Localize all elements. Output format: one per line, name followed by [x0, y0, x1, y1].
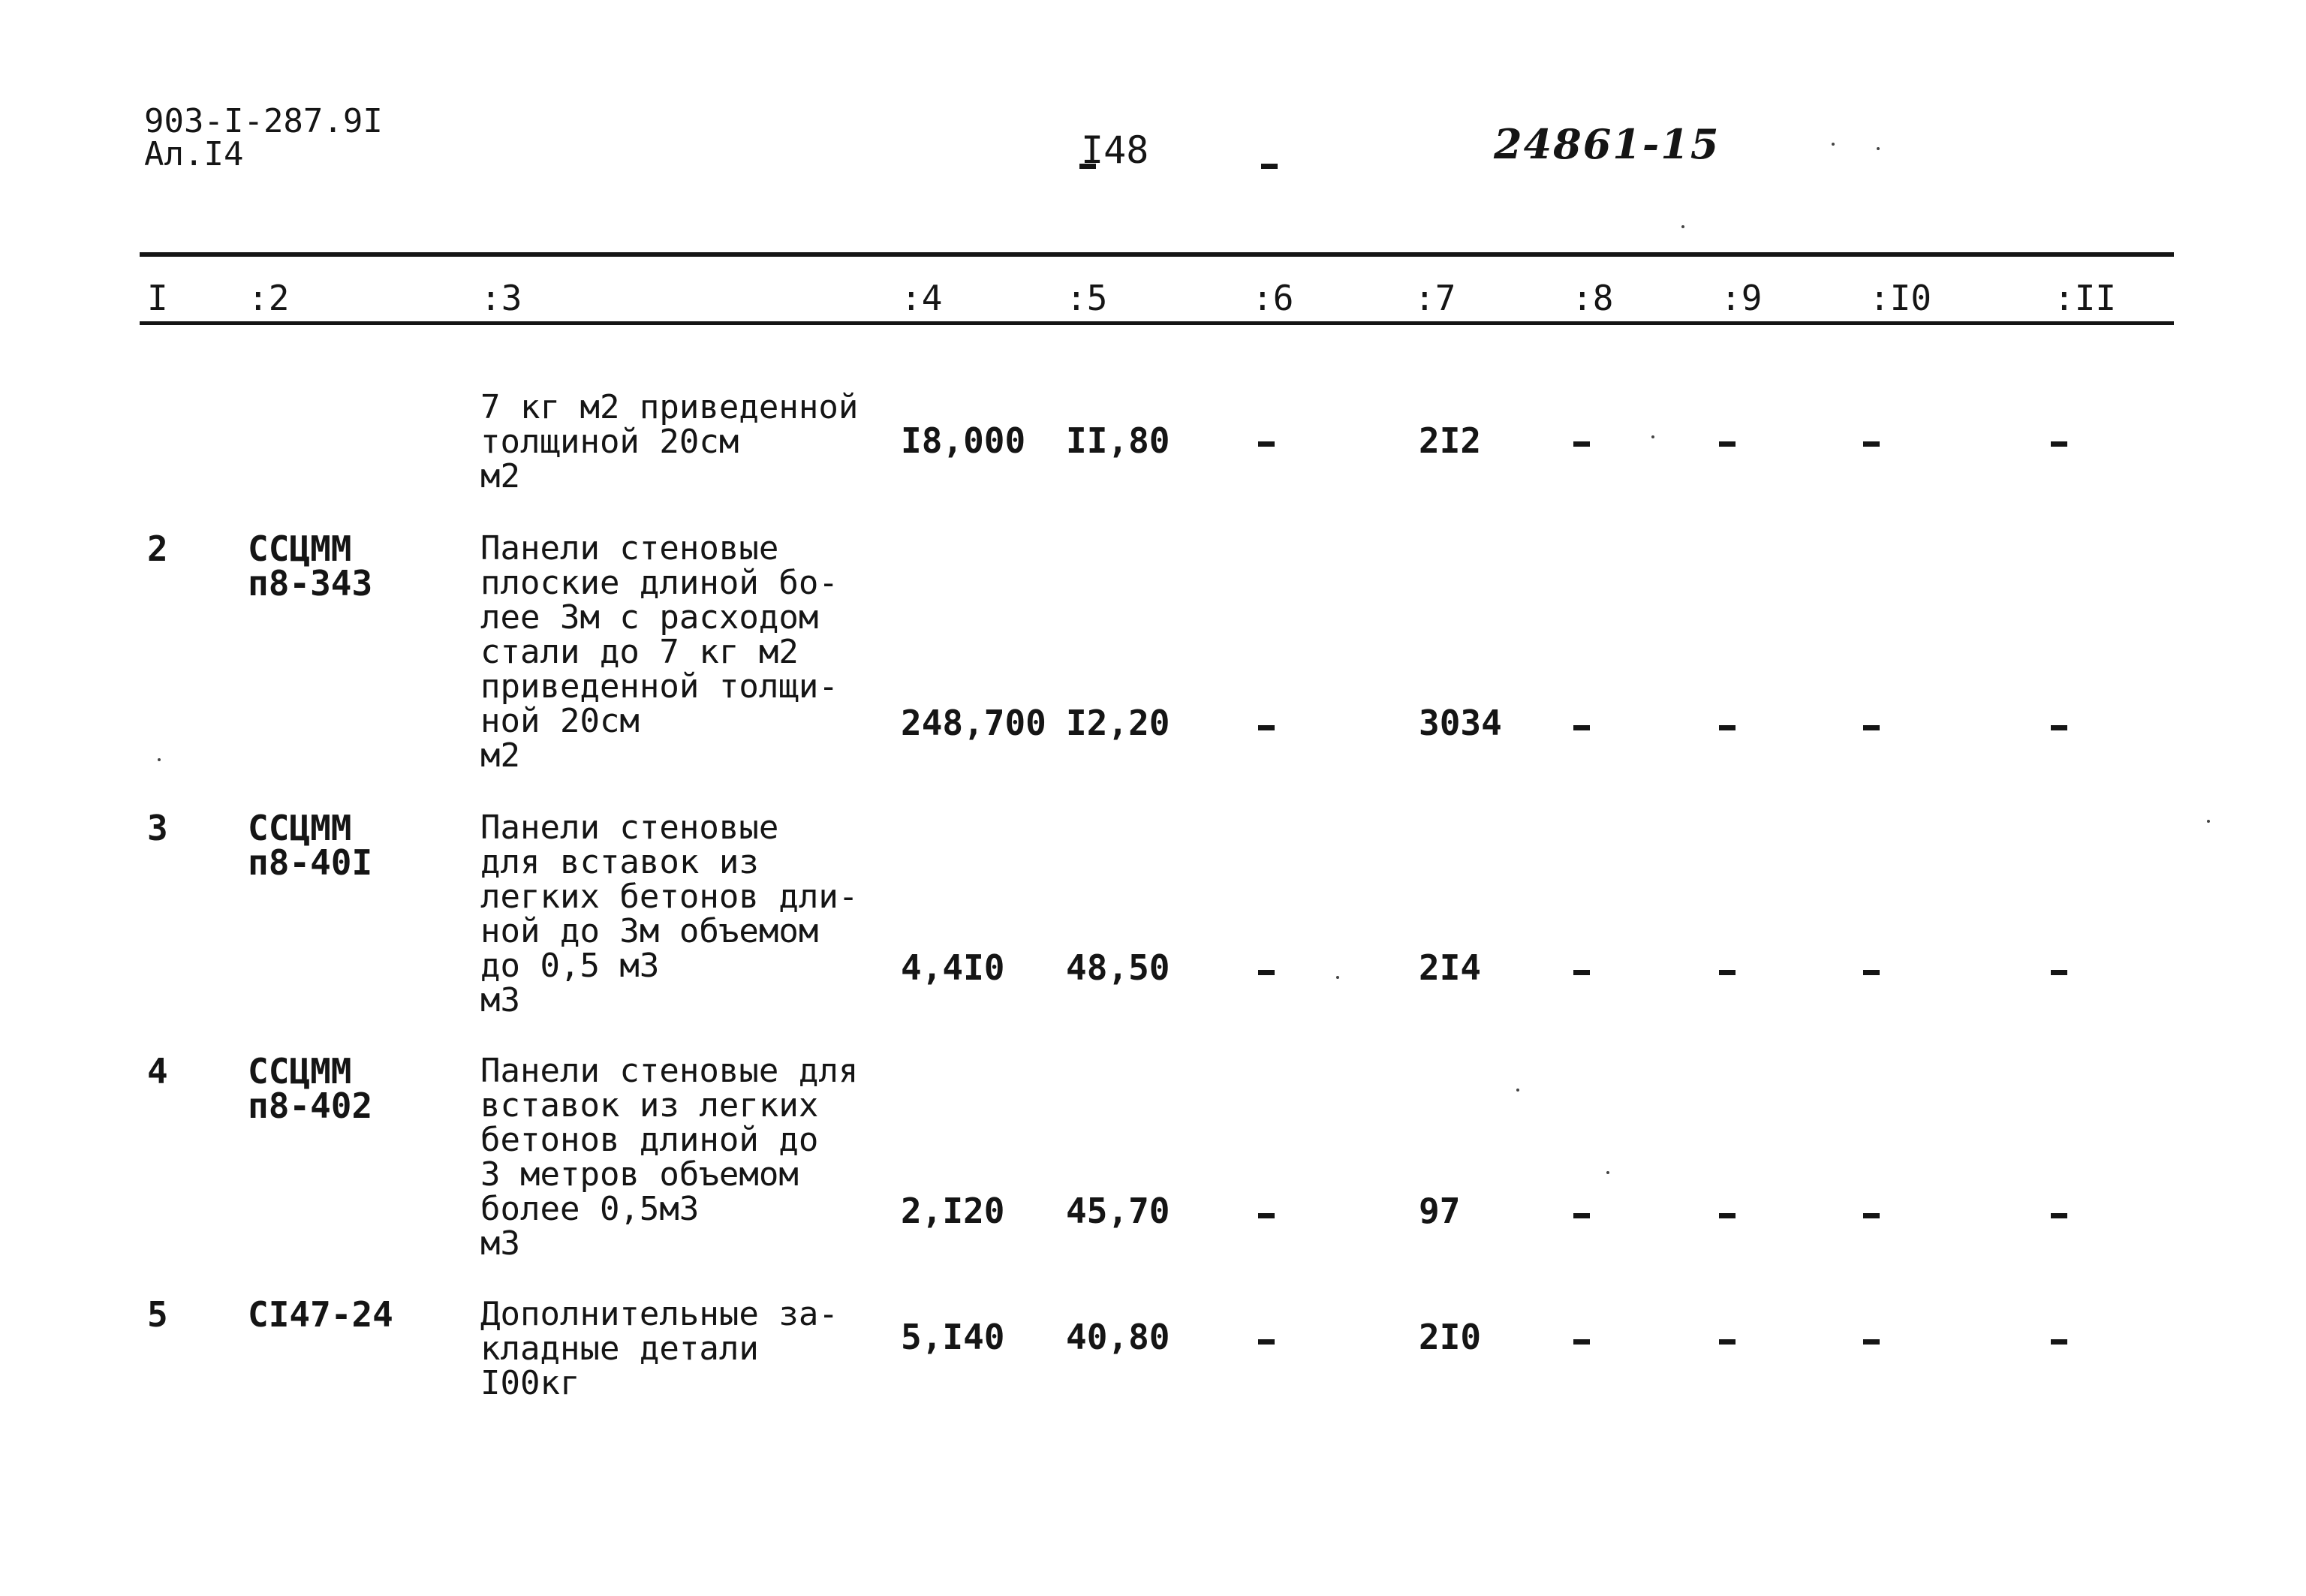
row-col11-dash: [2051, 970, 2067, 975]
row-col6-dash: [1258, 1339, 1275, 1345]
row-col10-dash: [1863, 441, 1880, 447]
row-col11-dash: [2051, 1213, 2067, 1218]
row-col4-value: 2,I20: [901, 1191, 1005, 1231]
row-description: Панели стеновые для вставок из легких бетонов длиной до 3 метров объемом более 0,5м3 м3: [480, 1052, 859, 1263]
inventory-number: 24861-15: [1494, 120, 1720, 168]
row-col11-dash: [2051, 725, 2067, 730]
doc-code-line1: 903-I-287.9I: [144, 102, 383, 140]
row-col7-value: 2I4: [1419, 947, 1482, 988]
column-header-10: :I0: [1869, 278, 1932, 318]
scan-speck: [1681, 225, 1684, 228]
row-col8-dash: [1573, 441, 1590, 447]
scan-speck: [2207, 820, 2210, 823]
column-header-5: :5: [1066, 278, 1108, 318]
row-col6-dash: [1258, 441, 1275, 447]
row-col8-dash: [1573, 1339, 1590, 1345]
page-number: I48: [1081, 128, 1149, 172]
row-col9-dash: [1719, 725, 1736, 730]
row-col6-dash: [1258, 1213, 1275, 1218]
row-col7-value: 97: [1419, 1191, 1461, 1231]
row-col7-value: 2I0: [1419, 1317, 1482, 1357]
scan-speck: [1606, 1171, 1609, 1174]
column-header-8: :8: [1572, 278, 1614, 318]
row-col6-dash: [1258, 725, 1275, 730]
row-col5-value: I2,20: [1066, 703, 1170, 743]
row-code: ССЦММ п8-40I: [248, 808, 373, 883]
column-header-9: :9: [1720, 278, 1763, 318]
row-description: Панели стеновые для вставок из легких бетонов дли- ной до 3м объемом до 0,5 м3 м3: [480, 809, 859, 1019]
row-col9-dash: [1719, 970, 1736, 975]
row-col7-value: 2I2: [1419, 420, 1482, 461]
row-code: CI47-24: [248, 1294, 393, 1335]
column-header-2: :2: [248, 278, 290, 318]
row-col4-value: I8,000: [901, 420, 1026, 461]
row-col6-dash: [1258, 970, 1275, 975]
row-col4-value: 5,I40: [901, 1317, 1005, 1357]
row-col4-value: 4,4I0: [901, 947, 1005, 988]
table-top-rule: [140, 252, 2174, 257]
row-col10-dash: [1863, 725, 1880, 730]
document-code: [144, 102, 383, 173]
row-col5-value: 40,80: [1066, 1317, 1170, 1357]
row-col4-value: 248,700: [901, 703, 1046, 743]
row-col9-dash: [1719, 1339, 1736, 1345]
row-code: ССЦММ п8-402: [248, 1051, 373, 1126]
scan-speck: [1516, 1089, 1519, 1092]
row-description: Дополнительные за- кладные детали I00кг: [480, 1295, 838, 1402]
page-number-dash-right: [1261, 164, 1278, 169]
row-code: ССЦММ п8-343: [248, 528, 373, 604]
row-number: 5: [147, 1294, 168, 1335]
column-header-7: :7: [1414, 278, 1456, 318]
row-col5-value: 48,50: [1066, 947, 1170, 988]
row-col9-dash: [1719, 441, 1736, 447]
row-number: 2: [147, 528, 168, 569]
row-col9-dash: [1719, 1213, 1736, 1218]
row-col11-dash: [2051, 441, 2067, 447]
column-header-11: :II: [2054, 278, 2117, 318]
table-header-rule: [140, 321, 2174, 325]
row-col11-dash: [2051, 1339, 2067, 1345]
scan-speck: [1877, 147, 1880, 150]
row-col8-dash: [1573, 970, 1590, 975]
scan-speck: [1651, 435, 1654, 438]
column-header-1: I: [147, 278, 168, 318]
row-col8-dash: [1573, 1213, 1590, 1218]
scan-speck: [1832, 143, 1835, 146]
column-header-6: :6: [1252, 278, 1294, 318]
row-col10-dash: [1863, 1339, 1880, 1345]
row-number: 3: [147, 808, 168, 848]
row-number: 4: [147, 1051, 168, 1092]
row-col5-value: II,80: [1066, 420, 1170, 461]
row-description: 7 кг м2 приведенной толщиной 20см м2: [480, 388, 859, 495]
row-col10-dash: [1863, 970, 1880, 975]
column-header-3: :3: [480, 278, 522, 318]
row-col10-dash: [1863, 1213, 1880, 1218]
scan-speck: [158, 758, 161, 761]
row-description: Панели стеновые плоские длиной бо- лее 3м с расходом стали до 7 кг м2 приведенной толщи- ной 20см м2: [480, 529, 838, 775]
column-header-4: :4: [901, 278, 943, 318]
row-col7-value: 3034: [1419, 703, 1502, 743]
scan-speck: [1336, 976, 1339, 979]
row-col8-dash: [1573, 725, 1590, 730]
row-col5-value: 45,70: [1066, 1191, 1170, 1231]
doc-code-line2: Ал.I4: [144, 135, 244, 173]
